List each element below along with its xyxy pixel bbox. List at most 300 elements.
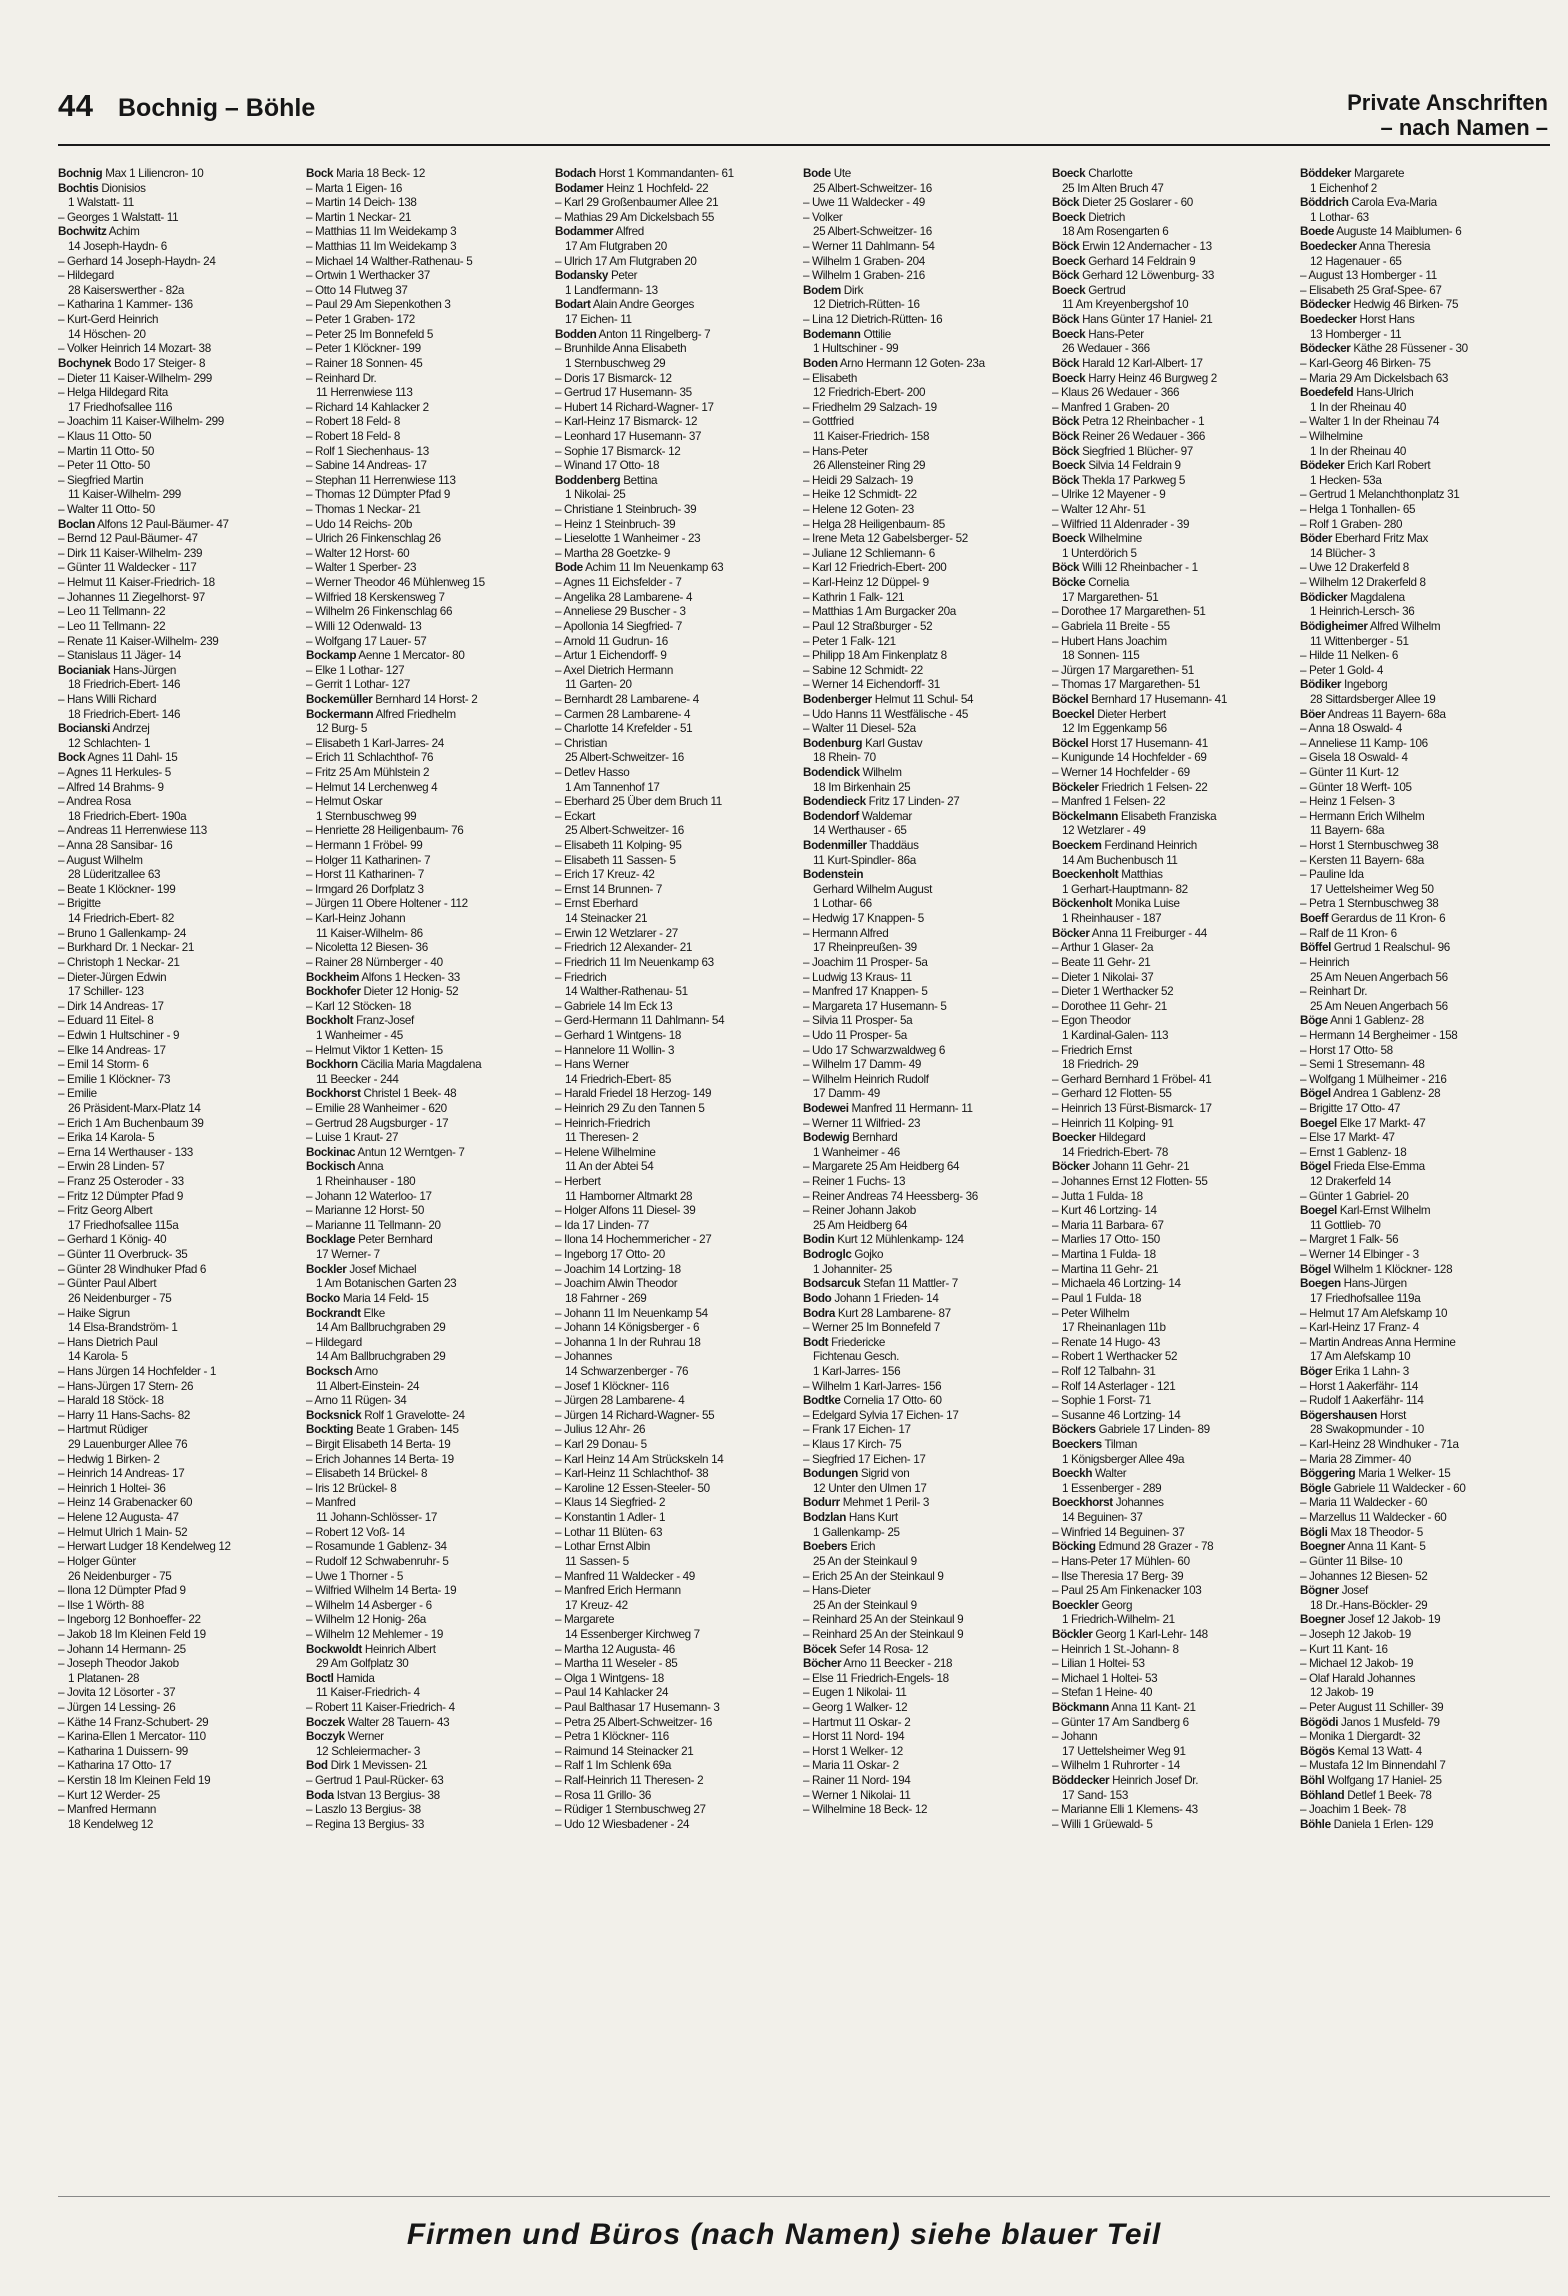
directory-entry: Bodendorf Waldemar — [803, 809, 912, 823]
directory-entry: – Harry 11 Hans-Sachs- 82 — [58, 1408, 190, 1422]
directory-entry: 14 Blücher- 3 — [1310, 546, 1375, 560]
directory-entry: 26 Wedauer - 366 — [1062, 342, 1150, 356]
page-header — [58, 86, 1548, 146]
directory-entry: – Erich 1 Am Buchenbaum 39 — [58, 1116, 204, 1130]
directory-entry: – Holger Alfons 11 Diesel- 39 — [555, 1204, 696, 1218]
directory-entry: Boeck Dietrich — [1052, 210, 1126, 224]
entry-surname: Böckenholt — [1052, 897, 1113, 911]
directory-entry: – Johannes 12 Biesen- 52 — [1300, 1569, 1428, 1583]
directory-entry: – Friedhelm 29 Salzach- 19 — [803, 400, 937, 414]
directory-entry: – Nicoletta 12 Biesen- 36 — [306, 941, 428, 955]
directory-entry: – Martin 1 Neckar- 21 — [306, 210, 412, 224]
directory-entry: – Thomas 17 Margarethen- 51 — [1052, 678, 1201, 692]
directory-entry: – Walter 11 Otto- 50 — [58, 503, 155, 517]
entry-surname: Bode — [803, 167, 831, 180]
directory-entry: – Gisela 18 Oswald- 4 — [1300, 751, 1408, 765]
directory-entry: – Peter 1 Gold- 4 — [1300, 663, 1384, 677]
directory-entry: – Günter 18 Werft- 105 — [1300, 780, 1412, 794]
entry-surname: Böck — [1052, 196, 1080, 210]
directory-entry: – Michael 14 Walther-Rathenau- 5 — [306, 254, 473, 268]
directory-entry: Böck Thekla 17 Parkweg 5 — [1052, 473, 1186, 487]
directory-entry: – Ingeborg 17 Otto- 20 — [555, 1248, 665, 1262]
directory-entry: – Klaus 14 Siegfried- 2 — [555, 1496, 666, 1510]
directory-entry: 14 Am Ballbruchgraben 29 — [316, 1321, 446, 1335]
directory-entry: – Winand 17 Otto- 18 — [555, 459, 660, 473]
entry-surname: Bödecker — [1300, 342, 1351, 356]
directory-entry: – Monika 1 Diergardt- 32 — [1300, 1730, 1421, 1744]
directory-entry: – Dieter 1 Werthacker 52 — [1052, 985, 1174, 999]
directory-entry: Boden Arno Hermann 12 Goten- 23a — [803, 356, 985, 370]
directory-entry: 1 Walstatt- 11 — [68, 196, 134, 210]
directory-entry: – Horst 1 Aakerfähr- 114 — [1300, 1379, 1419, 1393]
directory-entry: – Agnes 11 Eichsfelder - 7 — [555, 576, 682, 590]
directory-entry: – Ernst 14 Brunnen- 7 — [555, 882, 662, 896]
directory-entry: – Hermann 14 Bergheimer - 158 — [1300, 1028, 1458, 1042]
directory-entry: 14 Am Ballbruchgraben 29 — [316, 1350, 446, 1364]
directory-entry: – Egon Theodor — [1052, 1014, 1131, 1028]
directory-entry: – Siegfried 17 Eichen- 17 — [803, 1452, 926, 1466]
directory-entry: – Emilie 28 Wanheimer - 620 — [306, 1102, 447, 1115]
directory-entry: Böck Petra 12 Rheinbacher - 1 — [1052, 415, 1205, 429]
directory-entry: – Marianne Elli 1 Klemens- 43 — [1052, 1803, 1198, 1817]
directory-entry: 1 Unterdörich 5 — [1062, 546, 1137, 560]
directory-entry: 28 Lüderitzallee 63 — [68, 868, 161, 882]
entry-surname: Bodammer — [555, 225, 614, 239]
directory-entry: 26 Neidenburger - 75 — [68, 1569, 172, 1583]
entry-surname: Böckel — [1052, 736, 1089, 750]
directory-entry: – Jürgen 14 Lessing- 26 — [58, 1700, 176, 1714]
directory-entry: Bögle Gabriele 11 Waldecker - 60 — [1300, 1481, 1466, 1495]
entry-surname: Böhle — [1300, 1817, 1331, 1831]
entry-surname: Bochynek — [58, 356, 112, 370]
directory-entry: 11 Hamborner Altmarkt 28 — [565, 1189, 693, 1203]
directory-entry: Boclan Alfons 12 Paul-Bäumer- 47 — [58, 517, 229, 531]
directory-entry: – Martha 28 Goetzke- 9 — [555, 546, 671, 560]
directory-entry: – Ralf-Heinrich 11 Theresen- 2 — [555, 1774, 704, 1788]
directory-entry: 12 Dietrich-Rütten- 16 — [813, 298, 920, 312]
directory-entry: 12 Friedrich-Ebert- 200 — [813, 386, 926, 400]
entry-surname: Böckers — [1052, 1423, 1096, 1437]
directory-entry: – Edwin 1 Hultschiner - 9 — [58, 1028, 180, 1042]
directory-entry: – Andreas 11 Herrenwiese 113 — [58, 824, 207, 838]
directory-entry: – Manfred 1 Graben- 20 — [1052, 400, 1170, 414]
directory-entry: – Bruno 1 Gallenkamp- 24 — [58, 926, 187, 940]
directory-entry: Boedecker Horst Hans — [1300, 313, 1415, 327]
directory-entry: – Emilie 1 Klöckner- 73 — [58, 1072, 171, 1086]
entry-surname: Bockting — [306, 1423, 354, 1437]
entry-surname: Böhland — [1300, 1788, 1345, 1802]
directory-entry: – Friedrich 12 Alexander- 21 — [555, 941, 693, 955]
entry-surname: Boden — [803, 356, 838, 370]
directory-entry: – Dieter 1 Nikolai- 37 — [1052, 970, 1154, 984]
directory-entry: Bodo Johann 1 Frieden- 14 — [803, 1291, 939, 1305]
directory-entry: – Eduard 11 Eitel- 8 — [58, 1014, 154, 1028]
directory-entry: – Werner 11 Wilfried- 23 — [803, 1116, 921, 1130]
directory-entry: – Heike 12 Schmidt- 22 — [803, 488, 917, 502]
directory-entry: – Anna 28 Sansibar- 16 — [58, 839, 173, 853]
entry-surname: Boeck — [1052, 167, 1086, 180]
directory-entry: Bodendick Wilhelm — [803, 765, 902, 779]
directory-entry: 1 Lothar- 66 — [813, 897, 872, 911]
entry-surname: Böddrich — [1300, 196, 1349, 210]
directory-entry: Boedefeld Hans-Ulrich — [1300, 386, 1414, 400]
directory-entry: – Marianne 12 Horst- 50 — [306, 1204, 424, 1218]
directory-entry: 25 Albert-Schweitzer- 16 — [813, 225, 932, 239]
entry-surname: Bodt — [803, 1335, 829, 1349]
directory-entry: – Gertrud 1 Melanchthonplatz 31 — [1300, 488, 1460, 502]
directory-entry: Böck Hans Günter 17 Haniel- 21 — [1052, 313, 1213, 327]
directory-entry: Boebers Erich — [803, 1540, 876, 1554]
entry-surname: Boeck — [1052, 210, 1086, 224]
entry-surname: Boeck — [1052, 371, 1086, 385]
directory-entry: 17 Am Flutgraben 20 — [565, 240, 667, 254]
directory-entry: – Leonhard 17 Husemann- 37 — [555, 429, 702, 443]
entry-surname: Boeck — [1052, 283, 1086, 297]
directory-entry: Bockler Josef Michael — [306, 1262, 417, 1276]
directory-entry: – Johann 12 Waterloo- 17 — [306, 1189, 432, 1203]
directory-entry: – Beate 1 Klöckner- 199 — [58, 882, 176, 896]
directory-entry: Bödiker Ingeborg — [1300, 678, 1388, 692]
directory-entry: – Maria 11 Oskar- 2 — [803, 1759, 899, 1773]
directory-entry: – Richard 14 Kahlacker 2 — [306, 400, 429, 414]
directory-entry: 14 Am Buchenbusch 11 — [1062, 853, 1178, 867]
entry-surname: Böck — [1052, 444, 1080, 458]
directory-entry: 1 Am Tannenhof 17 — [565, 780, 660, 794]
directory-entry: – Peter 1 Klöckner- 199 — [306, 342, 421, 356]
directory-entry: – Udo 14 Reichs- 20b — [306, 517, 413, 531]
directory-entry: – Lilian 1 Holtei- 53 — [1052, 1657, 1145, 1671]
directory-entry: – Marianne 11 Tellmann- 20 — [306, 1218, 441, 1232]
directory-entry: Bodenmiller Thaddäus — [803, 839, 919, 853]
directory-entry: – Gerrit 1 Lothar- 127 — [306, 678, 411, 692]
directory-entry: – Alfred 14 Brahms- 9 — [58, 780, 164, 794]
directory-entry: 11 Theresen- 2 — [565, 1131, 639, 1145]
directory-entry: – Eberhard 25 Über dem Bruch 11 — [555, 795, 722, 809]
directory-entry: – Heinz 14 Grabenacker 60 — [58, 1496, 193, 1510]
directory-entry: Böck Siegfried 1 Blücher- 97 — [1052, 444, 1193, 458]
directory-entry: – Emil 14 Storm- 6 — [58, 1058, 149, 1072]
directory-entry: Bochwitz Achim — [58, 225, 140, 239]
directory-entry: Böckenholt Monika Luise — [1052, 897, 1180, 911]
entry-surname: Bochnig — [58, 167, 103, 180]
entry-surname: Bodenberger — [803, 692, 872, 706]
directory-entry: – Hans Willi Richard — [58, 692, 157, 706]
directory-entry: – Konstantin 1 Adler- 1 — [555, 1511, 666, 1525]
directory-entry: – Elke 1 Lothar- 127 — [306, 663, 405, 677]
directory-entry: – Erwin 12 Wetzlarer - 27 — [555, 926, 678, 940]
entry-surname: Boede — [1300, 225, 1334, 239]
directory-entry: – Wilhelm 17 Damm- 49 — [803, 1058, 921, 1072]
directory-entry: – August 13 Homberger - 11 — [1300, 269, 1437, 283]
directory-entry: 17 Sand- 153 — [1062, 1788, 1128, 1802]
directory-entry: – Gertrud 1 Paul-Rücker- 63 — [306, 1774, 444, 1788]
directory-entry: – Peter 1 Falk- 121 — [803, 634, 896, 648]
directory-entry: Böck Willi 12 Rheinbacher - 1 — [1052, 561, 1198, 575]
entry-surname: Böddecker — [1052, 1774, 1110, 1788]
header-divider — [58, 144, 1550, 146]
directory-entry: Boeckh Walter — [1052, 1467, 1127, 1481]
directory-entry: – Rosa 11 Grillo- 36 — [555, 1788, 652, 1802]
directory-entry: 1 Sternbuschweg 99 — [316, 809, 417, 823]
directory-entry: 17 Rheinpreußen- 39 — [813, 941, 917, 955]
directory-entry: Bocianski Andrzej — [58, 722, 150, 736]
directory-entry: – Susanne 46 Lortzing- 14 — [1052, 1408, 1181, 1422]
section-title-line-1: Private Anschriften — [1347, 90, 1548, 115]
directory-entry: 18 Am Rosengarten 6 — [1062, 225, 1169, 239]
directory-entry: – Michael 1 Holtei- 53 — [1052, 1671, 1158, 1685]
directory-entry: – Marzellus 11 Waldecker - 60 — [1300, 1511, 1447, 1525]
entry-surname: Bodenstein — [803, 868, 864, 882]
directory-entry: – Julius 12 Ahr- 26 — [555, 1423, 646, 1437]
directory-entry: – Rudolf 12 Schwabenruhr- 5 — [306, 1554, 449, 1568]
directory-entry: – Stanislaus 11 Jäger- 14 — [58, 649, 181, 663]
directory-entry: – Manfred 17 Knappen- 5 — [803, 985, 928, 999]
entry-surname: Bodenburg — [803, 736, 863, 750]
directory-entry: – Helmut 14 Lerchenweg 4 — [306, 780, 438, 794]
directory-entry: 11 Kurt-Spindler- 86a — [813, 853, 916, 867]
directory-entry: Bocianiak Hans-Jürgen — [58, 663, 177, 677]
entry-surname: Böck — [1052, 356, 1080, 370]
directory-entry: – Hedwig 1 Birken- 2 — [58, 1452, 160, 1466]
directory-entry: Böddrich Carola Eva-Maria — [1300, 196, 1437, 210]
directory-entry: 14 Friedrich-Ebert- 85 — [565, 1072, 671, 1086]
directory-entry: – Hubert Hans Joachim — [1052, 634, 1167, 648]
directory-entry: 11 Kaiser-Wilhelm- 299 — [68, 488, 181, 502]
directory-entry: – Wolfgang 17 Lauer- 57 — [306, 634, 427, 648]
directory-entry: – Heinrich 13 Fürst-Bismarck- 17 — [1052, 1102, 1212, 1115]
directory-entry: – Helmut 17 Am Alefskamp 10 — [1300, 1306, 1448, 1320]
directory-entry: 14 Essenberger Kirchweg 7 — [565, 1627, 700, 1641]
directory-entry: Boddenberg Bettina — [555, 473, 658, 487]
directory-entry: – Walter 11 Diesel- 52a — [803, 722, 916, 736]
directory-entry: – Philipp 18 Am Finkenplatz 8 — [803, 649, 947, 663]
directory-entry: – Karl 12 Stöcken- 18 — [306, 999, 412, 1013]
directory-entry: – Emilie — [58, 1087, 97, 1101]
directory-entry: – Elke 14 Andreas- 17 — [58, 1043, 166, 1057]
directory-entry: Boeck Gerhard 14 Feldrain 9 — [1052, 254, 1196, 268]
directory-entry: Bodin Kurt 12 Mühlenkamp- 124 — [803, 1233, 964, 1247]
entry-surname: Bock — [58, 751, 86, 765]
directory-entry: – Erich 11 Schlachthof- 76 — [306, 751, 434, 765]
directory-entry: Bocksnick Rolf 1 Gravelotte- 24 — [306, 1408, 465, 1422]
directory-entry: Böhland Detlef 1 Beek- 78 — [1300, 1788, 1432, 1802]
directory-entry: Böge Anni 1 Gablenz- 28 — [1300, 1014, 1424, 1028]
directory-entry: Bockheim Alfons 1 Hecken- 33 — [306, 970, 460, 984]
directory-entry: – Hans-Dieter — [803, 1584, 871, 1598]
directory-entry: – Fritz 25 Am Mühlstein 2 — [306, 765, 430, 779]
directory-entry: – Siegfried Martin — [58, 473, 144, 487]
entry-surname: Böck — [1052, 473, 1080, 487]
directory-entry: – Martin Andreas Anna Hermine — [1300, 1335, 1456, 1349]
entry-surname: Böck — [1052, 415, 1080, 429]
directory-entry: – Helga Hildegard Rita — [58, 386, 168, 400]
entry-surname: Bocksch — [306, 1364, 353, 1378]
directory-entry: – Walter 12 Ahr- 51 — [1052, 503, 1146, 517]
entry-surname: Böcker — [1052, 926, 1090, 940]
directory-entry: – Gertrud 28 Augsburger - 17 — [306, 1116, 449, 1130]
directory-entry: – Ernst 1 Gablenz- 18 — [1300, 1145, 1407, 1159]
directory-entry: Bögel Frieda Else-Emma — [1300, 1160, 1425, 1174]
directory-entry: Bockting Beate 1 Graben- 145 — [306, 1423, 459, 1437]
directory-entry: – Thomas 12 Dümpter Pfad 9 — [306, 488, 451, 502]
directory-entry: – Wolfgang 1 Mülheimer - 216 — [1300, 1072, 1447, 1086]
directory-column-6 — [1300, 167, 1542, 2187]
directory-entry: 14 Schwarzenberger - 76 — [565, 1364, 689, 1378]
directory-entry: – Udo 17 Schwarzwaldweg 6 — [803, 1043, 945, 1057]
directory-entry: – Joachim Alwin Theodor — [555, 1277, 678, 1291]
directory-entry: – Olaf Harald Johannes — [1300, 1671, 1416, 1685]
directory-entry: – Ralf de 11 Kron- 6 — [1300, 926, 1397, 940]
directory-entry: – Jovita 12 Lösorter - 37 — [58, 1686, 176, 1700]
directory-entry: 1 Landfermann- 13 — [565, 283, 658, 297]
entry-surname: Bodsarcuk — [803, 1277, 861, 1291]
directory-entry: – Lieselotte 1 Wanheimer - 23 — [555, 532, 701, 546]
directory-entry: Gerhard Wilhelm August — [813, 882, 932, 896]
directory-entry: – Hans Jürgen 14 Hochfelder - 1 — [58, 1364, 217, 1378]
directory-entry: Böck Harald 12 Karl-Albert- 17 — [1052, 356, 1203, 370]
directory-entry: Boczyk Werner — [306, 1730, 384, 1744]
directory-entry: – Karl-Heinz 17 Franz- 4 — [1300, 1321, 1419, 1335]
directory-entry: – Heinrich 14 Andreas- 17 — [58, 1467, 185, 1481]
directory-entry: Boede Auguste 14 Maiblumen- 6 — [1300, 225, 1462, 239]
directory-entry: – Gerhard 1 Wintgens- 18 — [555, 1028, 682, 1042]
entry-surname: Bodach — [555, 167, 596, 180]
directory-entry: Boeff Gerardus de 11 Kron- 6 — [1300, 912, 1446, 926]
directory-entry: – Walter 1 Sperber- 23 — [306, 561, 417, 575]
directory-entry: – Rosamunde 1 Gablenz- 34 — [306, 1540, 447, 1554]
directory-entry: Fichtenau Gesch. — [813, 1350, 899, 1364]
directory-entry: – Maria 28 Zimmer- 40 — [1300, 1452, 1411, 1466]
directory-entry: 1 Sternbuschweg 29 — [565, 356, 666, 370]
directory-entry: – Hilde 11 Nelken- 6 — [1300, 649, 1399, 663]
directory-entry: Bodendieck Fritz 17 Linden- 27 — [803, 795, 960, 809]
directory-entry: – Ilse 1 Wörth- 88 — [58, 1598, 144, 1612]
directory-entry: – Peter 11 Otto- 50 — [58, 459, 150, 473]
directory-entry: Bögner Josef — [1300, 1584, 1368, 1598]
directory-entry: – Stefan 1 Heine- 40 — [1052, 1686, 1153, 1700]
directory-entry: – Uwe 11 Waldecker - 49 — [803, 196, 925, 210]
directory-entry: – Ernst Eberhard — [555, 897, 638, 911]
directory-entry: – Anneliese 29 Buscher - 3 — [555, 605, 686, 619]
directory-entry: – Lothar Ernst Albin — [555, 1540, 651, 1554]
directory-entry: – Gottfried — [803, 415, 854, 429]
directory-entry: – Peter August 11 Schiller- 39 — [1300, 1700, 1444, 1714]
directory-entry: 1 Gallenkamp- 25 — [813, 1525, 900, 1539]
directory-entry: 12 Unter den Ulmen 17 — [813, 1481, 927, 1495]
directory-entry: – Brunhilde Anna Elisabeth — [555, 342, 687, 356]
directory-entry: – Gerhard 12 Flotten- 55 — [1052, 1087, 1172, 1101]
directory-entry: Böddeker Margarete — [1300, 167, 1405, 180]
directory-entry: – Walter 1 In der Rheinau 74 — [1300, 415, 1440, 429]
directory-entry: Boeckhorst Johannes — [1052, 1496, 1164, 1510]
directory-entry: Bockinac Antun 12 Werntgen- 7 — [306, 1145, 465, 1159]
directory-entry: Bödicker Magdalena — [1300, 590, 1405, 604]
entry-surname: Bockhorst — [306, 1087, 361, 1101]
directory-entry: – Helene Wilhelmine — [555, 1145, 656, 1159]
directory-entry: 11 Herrenwiese 113 — [316, 386, 413, 400]
directory-entry: – Karl 29 Großenbaumer Allee 21 — [555, 196, 719, 210]
entry-surname: Böhl — [1300, 1774, 1325, 1788]
directory-entry: 17 Kreuz- 42 — [565, 1598, 628, 1612]
directory-entry: – Rudolf 1 Aakerfähr- 114 — [1300, 1394, 1424, 1408]
entry-surname: Bockemüller — [306, 692, 373, 706]
directory-entry: – Margareta 17 Husemann- 5 — [803, 999, 947, 1013]
directory-entry: 1 Essenberger - 289 — [1062, 1481, 1162, 1495]
directory-entry: – Ilona 14 Hochemmericher - 27 — [555, 1233, 712, 1247]
directory-entry: – Elisabeth 11 Kolping- 95 — [555, 839, 682, 853]
directory-entry: Bockisch Anna — [306, 1160, 384, 1174]
directory-entry: Bockwoldt Heinrich Albert — [306, 1642, 436, 1656]
directory-entry: Bodenberger Helmut 11 Schul- 54 — [803, 692, 974, 706]
directory-entry: – Peter 1 Graben- 172 — [306, 313, 415, 327]
entry-surname: Böck — [1052, 313, 1080, 327]
directory-entry: – Uwe 1 Thorner - 5 — [306, 1569, 404, 1583]
directory-entry: – Werner Theodor 46 Mühlenweg 15 — [306, 576, 485, 590]
directory-column-3 — [555, 167, 797, 2187]
entry-surname: Bockamp — [306, 649, 357, 663]
directory-entry: – Klaus 26 Wedauer - 366 — [1052, 386, 1180, 400]
entry-surname: Bodroglc — [803, 1248, 852, 1262]
directory-entry: – Charlotte 14 Krefelder - 51 — [555, 722, 693, 736]
directory-entry: – Regina 13 Bergius- 33 — [306, 1817, 424, 1831]
directory-entry: – Karl-Heinz Johann — [306, 912, 406, 926]
directory-entry: 18 Dr.-Hans-Böckler- 29 — [1310, 1598, 1428, 1612]
directory-entry: – Christiane 1 Steinbruch- 39 — [555, 503, 697, 517]
directory-entry: – Ulrich 26 Finkenschlag 26 — [306, 532, 441, 546]
page-number: 44 — [58, 88, 94, 123]
directory-entry: – Heinrich 29 Zu den Tannen 5 — [555, 1102, 705, 1115]
directory-entry: – Wilhelm 26 Finkenschlag 66 — [306, 605, 453, 619]
entry-surname: Böckelmann — [1052, 809, 1118, 823]
directory-entry: Boegel Elke 17 Markt- 47 — [1300, 1116, 1426, 1130]
entry-surname: Boegen — [1300, 1277, 1341, 1291]
directory-entry: Boeck Charlotte — [1052, 167, 1133, 180]
entry-surname: Bodart — [555, 298, 591, 312]
directory-entry: Boda Istvan 13 Bergius- 38 — [306, 1788, 440, 1802]
directory-entry: 17 Werner- 7 — [316, 1248, 380, 1262]
directory-entry: – Manfred 11 Waldecker - 49 — [555, 1569, 695, 1583]
entry-surname: Böcher — [803, 1657, 842, 1671]
directory-entry: – Wilhelm 12 Drakerfeld 8 — [1300, 576, 1426, 590]
directory-entry: – Elisabeth 14 Brückel- 8 — [306, 1467, 428, 1481]
directory-entry: Boeck Harry Heinz 46 Burgweg 2 — [1052, 371, 1217, 385]
directory-entry: 11 Am Kreyenbergshof 10 — [1062, 298, 1189, 312]
directory-entry: 11 Gottlieb- 70 — [1310, 1218, 1381, 1232]
directory-entry: 1 Wanheimer - 46 — [813, 1145, 900, 1159]
directory-entry: Bodt Friedericke — [803, 1335, 886, 1349]
footer-note: Firmen und Büros (nach Namen) siehe blauer Teil — [406, 2218, 1162, 2251]
directory-entry: 17 Uettelsheimer Weg 91 — [1062, 1744, 1186, 1758]
directory-entry: – Eckart — [555, 809, 596, 823]
directory-entry: – Sophie 17 Bismarck- 12 — [555, 444, 681, 458]
entry-surname: Boedefeld — [1300, 386, 1354, 400]
directory-entry: – Heinrich 1 St.-Johann- 8 — [1052, 1642, 1179, 1656]
directory-entry: 17 Rheinanlagen 11b — [1062, 1321, 1166, 1335]
directory-entry: – Horst 17 Otto- 58 — [1300, 1043, 1393, 1057]
entry-surname: Böckel — [1052, 692, 1089, 706]
directory-entry: – Hildegard — [306, 1335, 362, 1349]
entry-surname: Böck — [1052, 429, 1080, 443]
directory-entry: – Winfried 14 Beguinen- 37 — [1052, 1525, 1185, 1539]
directory-entry: 18 Kendelweg 12 — [68, 1817, 154, 1831]
directory-entry: – Helmut Ulrich 1 Main- 52 — [58, 1525, 188, 1539]
directory-entry: Bockhofer Dieter 12 Honig- 52 — [306, 985, 459, 999]
directory-entry: – Rainer 11 Nord- 194 — [803, 1774, 911, 1788]
directory-entry: Böckel Bernhard 17 Husemann- 41 — [1052, 692, 1227, 706]
entry-surname: Böckeler — [1052, 780, 1099, 794]
directory-entry: 26 Neidenburger - 75 — [68, 1291, 172, 1305]
directory-entry: – Agnes 11 Herkules- 5 — [58, 765, 171, 779]
